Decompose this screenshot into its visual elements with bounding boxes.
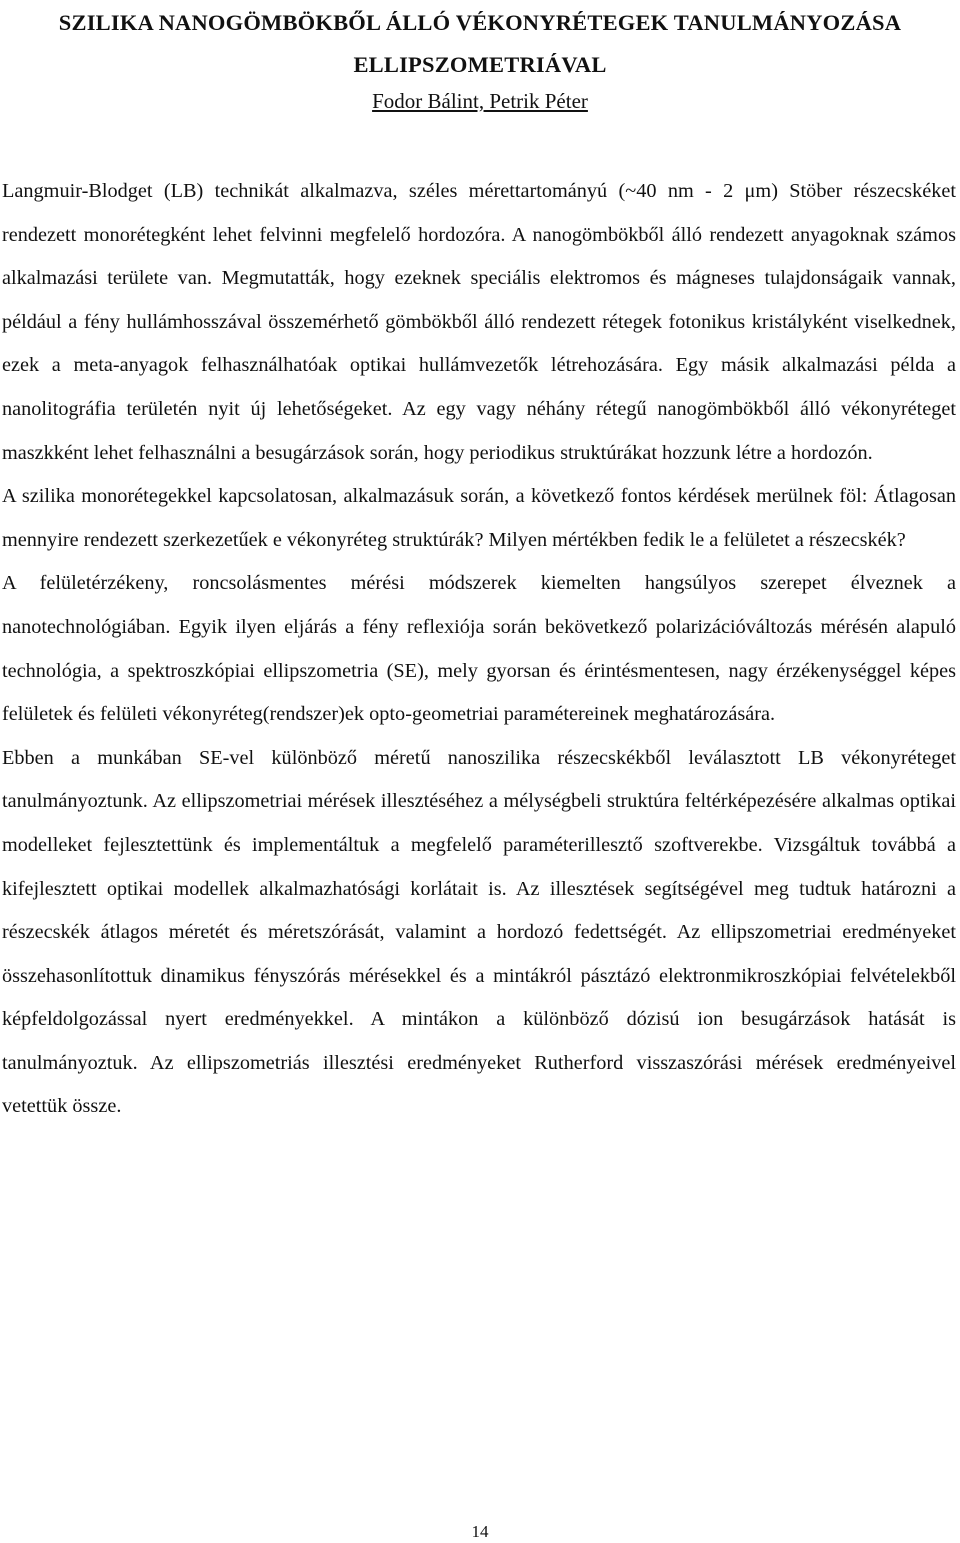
title-line-2: ELLIPSZOMETRIÁVAL	[353, 52, 607, 77]
abstract-body	[2, 170, 956, 1129]
document-title	[0, 2, 960, 86]
page-number: 14	[471, 1522, 489, 1541]
paragraph-3: A felületérzékeny, roncsolásmentes mérési módszerek kiemelten hangsúlyos szerepet élveznek a nanotechnológiában. Egyik ilyen eljárás a fény reflexiója során bekövetkező polarizációváltozás mérésén alapuló technológia, a spektroszkópiai ellipszometria (SE), mely gyorsan és érintésmentesen, nagy érzékenységgel képes felületek és felületi vékonyréteg(rendszer)ek opto-geometriai paramétereinek meghatározására.	[2, 572, 956, 726]
paragraph-1: Langmuir-Blodget (LB) technikát alkalmazva, széles mérettartományú (~40 nm - 2 μm) Stöber részecskéket rendezett monorétegként lehet felvinni megfelelő hordozóra. A nanogömbökből álló rendezett anyagoknak számos alkalmazási területe van. Megmutatták, hogy ezeknek speciális elektromos és mágneses tulajdonságaik vannak, például a fény hullámhosszával összemérhető gömbökből álló rendezett rétegek fotonikus kristályként viselkednek, ezek a meta-anyagok felhasználhatóak optikai hullámvezetők létrehozására. Egy másik alkalmazási példa a nanolitográfia területén nyit új lehetőségeket. Az egy vagy néhány rétegű nanogömbökből álló vékonyréteget maszkként lehet felhasználni a besugárzások során, hogy periodikus struktúrákat hozzunk létre a hordozón.	[2, 180, 956, 464]
paragraph-4: Ebben a munkában SE-vel különböző méretű nanoszilika részecskékből leválasztott LB vékonyréteget tanulmányoztunk. Az ellipszometriai mérések illesztéséhez a mélységbeli struktúra feltérképezésére alkalmas optikai modelleket fejlesztettünk és implementáltuk a megfelelő paraméterillesztő szoftverekbe. Vizsgáltuk továbbá a kifejlesztett optikai modellek alkalmazhatósági korlátait is. Az illesztések segítségével meg tudtuk határozni a részecskék átlagos méretét és méretszórását, valamint a hordozó fedettségét. Az ellipszometriai eredményeket összehasonlítottuk dinamikus fényszórás mérésekkel és a mintákról pásztázó elektronmikroszkópiai felvételekből képfeldolgozással nyert eredményekkel. A mintákon a különböző dózisú ion besugárzások hatását is tanulmányoztuk. Az ellipszometriás illesztési eredményeket Rutherford visszaszórási mérések eredményeivel vetettük össze.	[2, 746, 956, 1118]
paragraph-2: A szilika monorétegekkel kapcsolatosan, alkalmazásuk során, a következő fontos kérdések merülnek föl: Átlagosan mennyire rendezett szerkezetűek e vékonyréteg struktúrák? Milyen mértékben fedik le a felületet a részecskék?	[2, 485, 956, 551]
author-list: Fodor Bálint, Petrik Péter	[372, 89, 588, 113]
title-line-1: SZILIKA NANOGÖMBÖKBŐL ÁLLÓ VÉKONYRÉTEGEK TANULMÁNYOZÁSA	[58, 10, 902, 35]
